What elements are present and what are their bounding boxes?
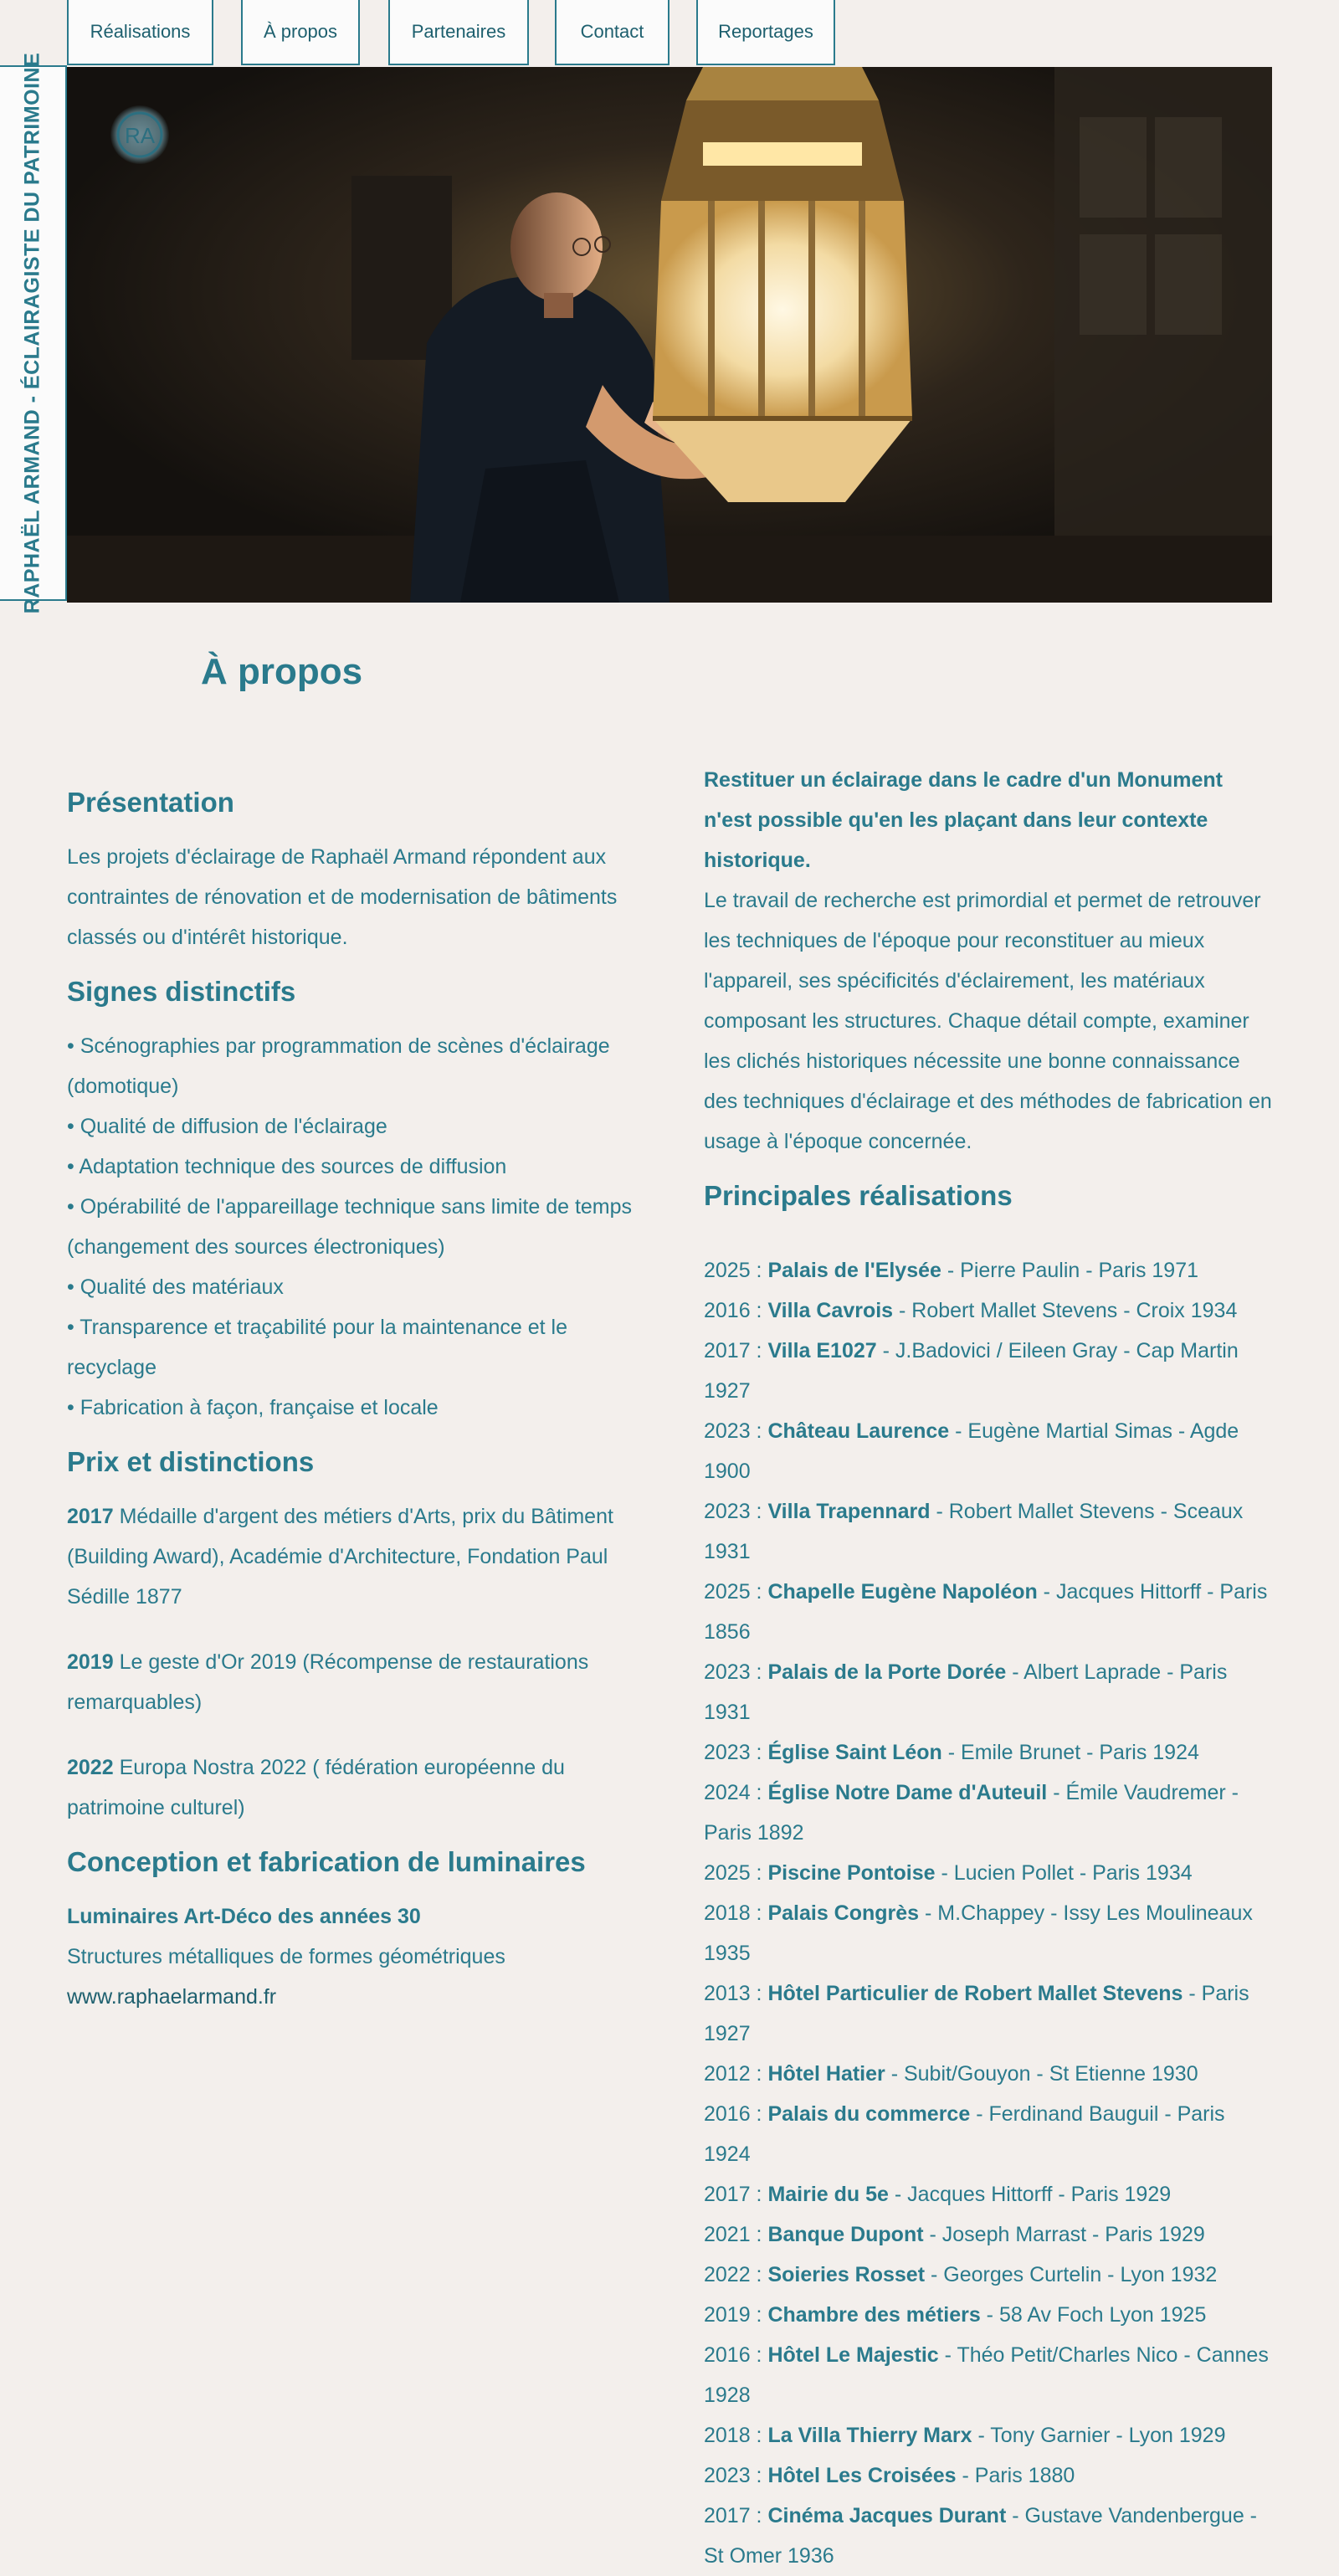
realisation-name: Villa E1027 [767, 1339, 877, 1362]
realisation-year: 2023 : [704, 1660, 768, 1684]
realisation-name: Piscine Pontoise [767, 1861, 936, 1885]
realisation-item [704, 2415, 1273, 2455]
realisation-detail: - Subit/Gouyon - St Etienne 1930 [885, 2062, 1198, 2086]
realisation-detail: - Lucien Pollet - Paris 1934 [935, 1861, 1193, 1885]
realisation-detail: - Théo Petit/Charles Nico - Cannes 1928 [704, 2343, 1269, 2407]
nav-item-a-propos[interactable]: À propos [241, 0, 360, 65]
list-item: • Scénographies par programmation de scènes d'éclairage (domotique) [67, 1034, 610, 1098]
realisation-name: Villa Trapennard [767, 1500, 931, 1523]
realisation-detail: - Albert Laprade - Paris 1931 [704, 1660, 1228, 1724]
prix-year: 2019 [67, 1650, 114, 1674]
realisation-year: 2023 : [704, 1741, 768, 1764]
realisations-list [704, 1250, 1273, 2576]
realisation-year: 2024 : [704, 1781, 768, 1804]
realisation-detail: - Gustave Vandenbergue - St Omer 1936 [704, 2504, 1258, 2568]
realisation-name: Château Laurence [767, 1419, 950, 1443]
realisation-year: 2018 : [704, 2424, 768, 2447]
realisation-name: Hôtel Les Croisées [767, 2464, 957, 2487]
realisation-item [704, 2255, 1273, 2295]
realisation-detail: - Robert Mallet Stevens - Croix 1934 [893, 1299, 1238, 1322]
realisation-item [704, 2455, 1273, 2496]
conception-subtitle: Luminaires Art-Déco des années 30 [67, 1905, 421, 1928]
realisation-item [704, 1853, 1273, 1893]
realisation-year: 2025 : [704, 1580, 768, 1604]
realisation-detail: - Eugène Martial Simas - Agde 1900 [704, 1419, 1239, 1483]
realisation-detail: - Paris 1880 [956, 2464, 1075, 2487]
site-title-text: RAPHAËL ARMAND - ÉCLAIRAGISTE DU PATRIMOINE [20, 52, 44, 614]
realisation-name: Hôtel Particulier de Robert Mallet Stevens [767, 1982, 1183, 2005]
prix-item [67, 1642, 636, 1722]
realisation-name: Chapelle Eugène Napoléon [767, 1580, 1038, 1604]
prix-year: 2022 [67, 1756, 114, 1779]
realisation-detail: - M.Chappey - Issy Les Moulineaux 1935 [704, 1901, 1253, 1965]
realisation-year: 2025 : [704, 1259, 768, 1282]
logo-icon[interactable] [110, 105, 169, 164]
realisation-detail: - 58 Av Foch Lyon 1925 [980, 2303, 1207, 2327]
prix-text: Europa Nostra 2022 ( fédération européenne du patrimoine culturel) [67, 1756, 565, 1819]
realisation-name: Villa Cavrois [767, 1299, 894, 1322]
prix-heading: Prix et distinctions [67, 1446, 315, 1477]
conception-heading: Conception et fabrication de luminaires [67, 1846, 586, 1877]
realisation-item [704, 1893, 1273, 1973]
nav-item-partenaires[interactable]: Partenaires [388, 0, 529, 65]
realisation-year: 2012 : [704, 2062, 768, 2086]
realisation-year: 2021 : [704, 2223, 768, 2246]
prix-text: Médaille d'argent des métiers d'Arts, prix du Bâtiment (Building Award), Académie d'Architecture, Fondation Paul Sédille 1877 [67, 1505, 613, 1609]
realisation-detail: - Joseph Marrast - Paris 1929 [923, 2223, 1205, 2246]
presentation-heading: Présentation [67, 787, 234, 818]
left-column [67, 787, 636, 2017]
realisation-name: Chambre des métiers [767, 2303, 981, 2327]
realisation-name: Cinéma Jacques Durant [767, 2504, 1007, 2527]
realisation-item [704, 2094, 1273, 2174]
realisation-item [704, 1411, 1273, 1491]
intro-lead: Restituer un éclairage dans le cadre d'un Monument n'est possible qu'en les plaçant dans leur contexte historique. [704, 768, 1223, 872]
realisation-year: 2013 : [704, 1982, 768, 2005]
presentation-text: Les projets d'éclairage de Raphaël Armand répondent aux contraintes de rénovation et de modernisation de bâtiments classés ou d'intérêt historique. [67, 845, 618, 949]
realisation-detail: - Ferdinand Bauguil - Paris 1924 [704, 2102, 1225, 2166]
realisation-item [704, 2174, 1273, 2214]
realisation-item [704, 2214, 1273, 2255]
realisation-year: 2025 : [704, 1861, 768, 1885]
prix-year: 2017 [67, 1505, 114, 1528]
realisation-name: Banque Dupont [767, 2223, 924, 2246]
realisation-detail: - Paris 1927 [704, 1982, 1249, 2045]
realisation-detail: - Jacques Hittorff - Paris 1929 [888, 2183, 1172, 2206]
realisation-name: Mairie du 5e [767, 2183, 889, 2206]
realisation-item [704, 1250, 1273, 1291]
realisation-name: Palais de l'Elysée [767, 1259, 941, 1282]
realisation-year: 2016 : [704, 1299, 768, 1322]
realisation-item [704, 1491, 1273, 1572]
list-item: • Transparence et traçabilité pour la maintenance et le recyclage [67, 1316, 567, 1379]
realisation-detail: - Robert Mallet Stevens - Sceaux 1931 [704, 1500, 1244, 1563]
page-title: À propos [201, 651, 363, 692]
hero-image [67, 67, 1272, 603]
realisation-year: 2017 : [704, 2183, 768, 2206]
realisation-year: 2017 : [704, 1339, 768, 1362]
realisation-detail: - Tony Garnier - Lyon 1929 [972, 2424, 1226, 2447]
conception-text: Structures métalliques de formes géométriques [67, 1945, 505, 1968]
realisation-item [704, 1732, 1273, 1773]
realisation-item [704, 1973, 1273, 2054]
realisation-item [704, 2054, 1273, 2094]
realisation-name: Hôtel Le Majestic [767, 2343, 939, 2367]
svg-text:RA: RA [124, 123, 156, 148]
realisation-name: Église Saint Léon [767, 1741, 942, 1764]
prix-item [67, 1496, 636, 1617]
realisation-item [704, 1773, 1273, 1853]
realisation-name: Église Notre Dame d'Auteuil [767, 1781, 1048, 1804]
realisation-detail: - Jacques Hittorff - Paris 1856 [704, 1580, 1268, 1644]
realisations-heading: Principales réalisations [704, 1180, 1013, 1211]
nav-item-reportages[interactable]: Reportages [696, 0, 835, 65]
realisation-item [704, 1291, 1273, 1331]
realisation-detail: - Pierre Paulin - Paris 1971 [941, 1259, 1199, 1282]
realisation-year: 2017 : [704, 2504, 768, 2527]
realisation-item [704, 2335, 1273, 2415]
realisation-detail: - J.Badovici / Eileen Gray - Cap Martin 1927 [704, 1339, 1239, 1403]
list-item: • Fabrication à façon, française et locale [67, 1396, 439, 1419]
nav-item-realisations[interactable]: Réalisations [67, 0, 213, 65]
nav-item-contact[interactable]: Contact [555, 0, 670, 65]
list-item: • Adaptation technique des sources de diffusion [67, 1155, 507, 1178]
lantern-graphic [653, 67, 912, 502]
intro-text: Le travail de recherche est primordial et permet de retrouver les techniques de l'époque pour reconstituer au mieux l'appareil, ses spécificités d'éclairement, les matériaux composant les structures. Chaque détail compte, examiner les clichés historiques nécessite une bonne connaissance des techniques d'éclairage et des méthodes de fabrication en usage à l'époque concernée. [704, 889, 1272, 1153]
realisation-item [704, 1572, 1273, 1652]
list-item: • Qualité des matériaux [67, 1275, 284, 1299]
realisation-year: 2018 : [704, 1901, 768, 1925]
realisation-name: La Villa Thierry Marx [767, 2424, 972, 2447]
realisation-item [704, 2496, 1273, 2576]
prix-item [67, 1747, 636, 1828]
right-column [704, 760, 1273, 2576]
realisation-item [704, 1331, 1273, 1411]
realisation-name: Hôtel Hatier [767, 2062, 885, 2086]
realisation-year: 2023 : [704, 1419, 768, 1443]
realisation-item [704, 2295, 1273, 2335]
list-item: • Qualité de diffusion de l'éclairage [67, 1115, 387, 1138]
list-item: • Opérabilité de l'appareillage technique sans limite de temps (changement des sources électroniques) [67, 1195, 633, 1259]
realisation-year: 2023 : [704, 1500, 768, 1523]
realisation-year: 2016 : [704, 2343, 768, 2367]
realisation-name: Palais de la Porte Dorée [767, 1660, 1007, 1684]
realisation-detail: - Emile Brunet - Paris 1924 [941, 1741, 1199, 1764]
signes-heading: Signes distinctifs [67, 976, 296, 1007]
realisation-name: Palais Congrès [767, 1901, 920, 1925]
hero-photo-illustration [67, 67, 1272, 603]
realisation-year: 2023 : [704, 2464, 768, 2487]
website-link[interactable]: www.raphaelarmand.fr [67, 1985, 277, 2009]
realisation-name: Palais du commerce [767, 2102, 971, 2126]
realisation-year: 2019 : [704, 2303, 768, 2327]
prix-text: Le geste d'Or 2019 (Récompense de restaurations remarquables) [67, 1650, 589, 1714]
signes-list [67, 1026, 636, 1428]
realisation-name: Soieries Rosset [767, 2263, 926, 2286]
realisation-year: 2022 : [704, 2263, 768, 2286]
realisation-detail: - Georges Curtelin - Lyon 1932 [925, 2263, 1218, 2286]
realisation-item [704, 1652, 1273, 1732]
realisation-detail: - Émile Vaudremer - Paris 1892 [704, 1781, 1239, 1845]
site-title-vertical[interactable] [0, 52, 67, 614]
realisation-year: 2016 : [704, 2102, 768, 2126]
